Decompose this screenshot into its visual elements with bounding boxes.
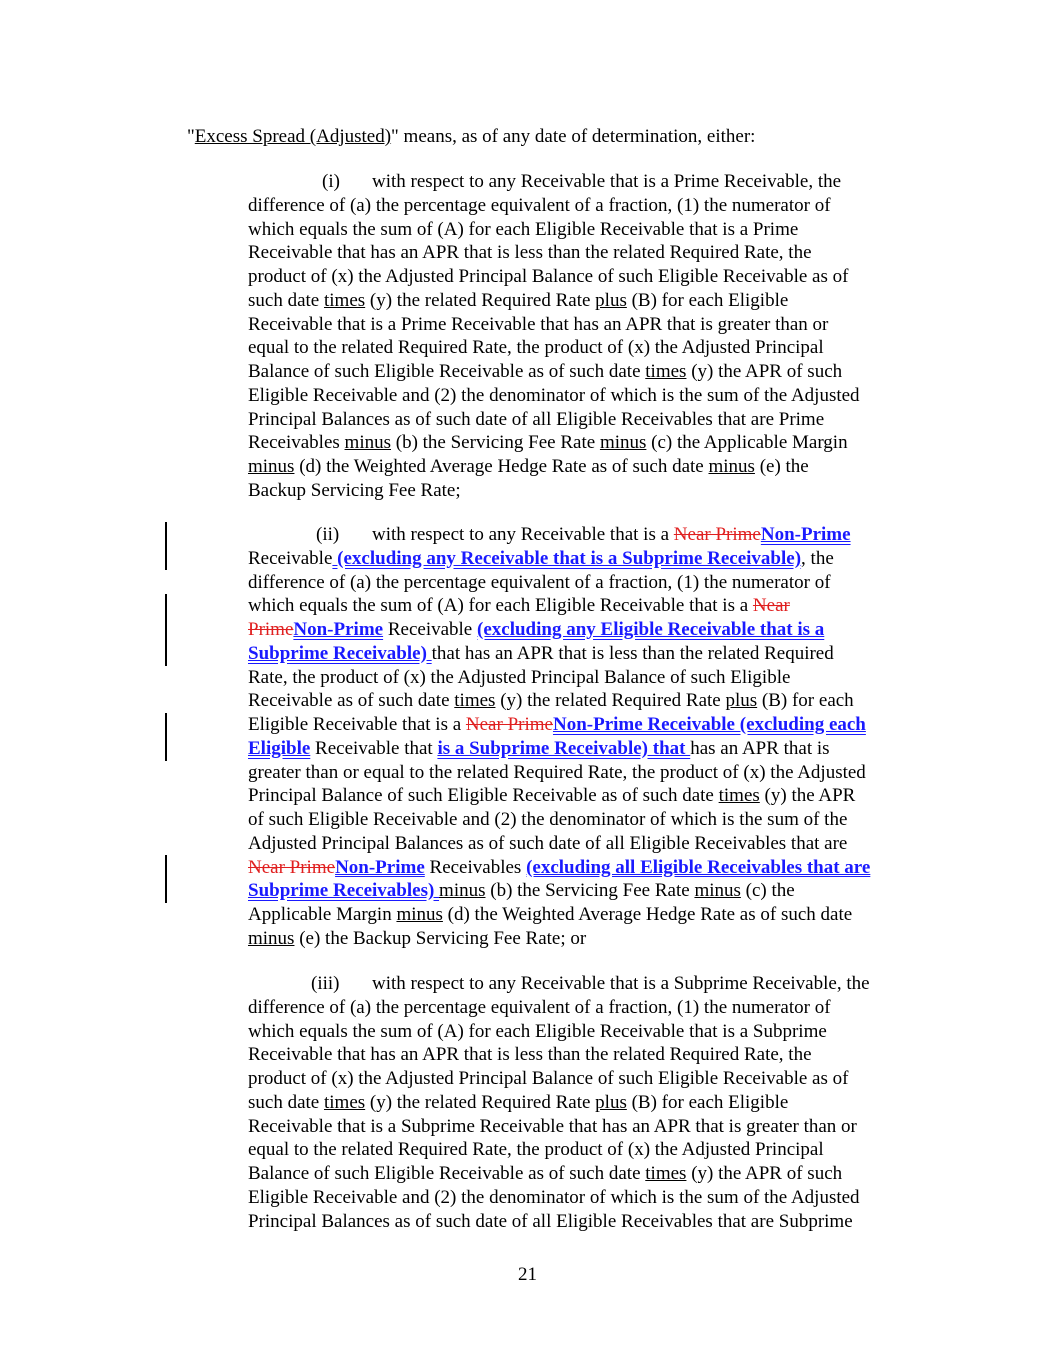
deleted-text: Near Prime (673, 524, 761, 545)
clause-iii-line-2: difference of (a) the percentage equivalent of a fraction, (1) the numerator of (248, 996, 831, 1018)
change-bar (165, 713, 167, 761)
inserted-text: Non-Prime (760, 524, 851, 545)
clause-i-line-5: product of (x) the Adjusted Principal Balance of such Eligible Receivable as of (248, 266, 849, 287)
clause-i-line-14: Backup Servicing Fee Rate; (248, 479, 461, 501)
page-number: 21 (518, 1264, 537, 1285)
change-bar (165, 855, 167, 903)
clause-iii-line-1: (iii) with respect to any Receivable that is a Subprime Receivable, the (311, 973, 870, 994)
clause-i-line-1: (i) with respect to any Receivable that is a Prime Receivable, the (322, 171, 842, 192)
deleted-text: Near (752, 595, 790, 617)
clause-i-line-12: Receivables minus (b) the Servicing Fee Rate minus (c) the Applicable Margin (248, 432, 848, 454)
clause-i-line-9: Balance of such Eligible Receivable as of such date times (y) the APR of such (248, 361, 843, 382)
clause-i-line-3: which equals the sum of (A) for each Eligible Receivable that is a Prime (248, 218, 799, 240)
clause-iii-line-7: Receivable that is a Subprime Receivable that has an APR that is greater than or (248, 1115, 857, 1137)
inserted-text: is a Subprime Receivable) that (437, 737, 691, 759)
clause-ii-line-3: difference of (a) the percentage equivalent of a fraction, (1) the numerator of (248, 571, 831, 593)
clause-ii-line-13: of such Eligible Receivable and (2) the denominator of which is the sum of the (248, 809, 848, 830)
clause-number: (ii) (316, 524, 340, 545)
clause-i-line-8: equal to the related Required Rate, the product of (x) the Adjusted Principal (248, 337, 824, 359)
clause-ii (248, 523, 938, 951)
clause-number: (iii) (311, 973, 340, 994)
clause-ii-line-7: Rate, the product of (x) the Adjusted Principal Balance of such Eligible (248, 666, 791, 688)
clause-i (248, 170, 938, 503)
clause-iii-line-3: which equals the sum of (A) for each Eligible Receivable that is a Subprime (248, 1020, 827, 1042)
clause-iii-line-8: equal to the related Required Rate, the product of (x) the Adjusted Principal (248, 1139, 824, 1161)
clause-ii-line-16: Subprime Receivables) minus (b) the Servicing Fee Rate minus (c) the (248, 880, 795, 902)
inserted-text: Subprime Receivables) (248, 880, 440, 902)
clause-ii-line-2: Receivable (excluding any Receivable that is a Subprime Receivable), the (248, 547, 834, 569)
clause-ii-line-8: Receivable as of such date times (y) the related Required Rate plus (B) for each (248, 690, 854, 712)
inserted-text: Eligible (248, 737, 311, 759)
clause-i-line-2: difference of (a) the percentage equivalent of a fraction, (1) the numerator of (248, 194, 831, 216)
clause-iii-line-5: product of (x) the Adjusted Principal Balance of such Eligible Receivable as of (248, 1068, 849, 1089)
deleted-text: Prime (248, 619, 294, 640)
clause-i-line-11: Principal Balances as of such date of all Eligible Receivables that are Prime (248, 408, 825, 430)
inserted-text: Non-Prime (335, 856, 425, 878)
inserted-text: (excluding any Receivable that is a Subprime Receivable) (332, 547, 802, 569)
open-quote: " (187, 126, 195, 147)
inserted-text: (excluding all Eligible Receivables that are (526, 856, 871, 878)
clause-i-line-13: minus (d) the Weighted Average Hedge Rate as of such date minus (e) the (248, 456, 809, 477)
clause-i-line-4: Receivable that has an APR that is less than the related Required Rate, the (248, 242, 812, 264)
clause-i-line-6: such date times (y) the related Required Rate plus (B) for each Eligible (248, 289, 789, 311)
clause-ii-line-4: which equals the sum of (A) for each Eligible Receivable that is a Near (248, 595, 790, 617)
clause-iii-line-9: Balance of such Eligible Receivable as of such date times (y) the APR of such (248, 1163, 843, 1184)
inserted-text: Subprime Receivable) (248, 642, 432, 664)
clause-ii-line-1: (ii) with respect to any Receivable that is a Near PrimeNon-Prime (316, 524, 851, 545)
clause-ii-line-6: Subprime Receivable) that has an APR that is less than the related Required (248, 642, 834, 664)
clause-ii-line-9: Eligible Receivable that is a Near PrimeNon-Prime Receivable (excluding each (248, 714, 866, 735)
clause-ii-line-5: PrimeNon-Prime Receivable (excluding any Eligible Receivable that is a (248, 619, 825, 640)
deleted-text: Near Prime (465, 714, 553, 735)
defined-term: Excess Spread (Adjusted) (194, 126, 392, 147)
clause-iii-line-4: Receivable that has an APR that is less than the related Required Rate, the (248, 1044, 812, 1066)
clause-i-line-10: Eligible Receivable and (2) the denominator of which is the sum of the Adjusted (248, 384, 860, 406)
clause-iii-line-10: Eligible Receivable and (2) the denominator of which is the sum of the Adjusted (248, 1186, 860, 1208)
clause-i-line-7: Receivable that is a Prime Receivable that has an APR that is greater than or (248, 313, 829, 335)
clause-number: (i) (322, 171, 340, 192)
clause-ii-line-18: minus (e) the Backup Servicing Fee Rate; or (248, 927, 587, 949)
change-bar (165, 522, 167, 570)
clause-iii-line-6: such date times (y) the related Required Rate plus (B) for each Eligible (248, 1091, 789, 1113)
clause-iii (248, 972, 938, 1233)
clause-ii-line-10: Eligible Receivable that is a Subprime Receivable) that has an APR that is (248, 737, 830, 759)
inserted-text: (excluding any Eligible Receivable that is a (477, 619, 825, 640)
inserted-text: Non-Prime (293, 619, 384, 640)
definition-lead-in: " means, as of any date of determination, either: (391, 126, 756, 147)
clause-ii-line-14: Adjusted Principal Balances as of such date of all Eligible Receivables that are (248, 832, 848, 854)
clause-ii-line-15: Near PrimeNon-Prime Receivables (excluding all Eligible Receivables that are (248, 856, 871, 878)
inserted-text: Non-Prime Receivable (excluding each (552, 714, 866, 735)
clause-ii-line-11: greater than or equal to the related Required Rate, the product of (x) the Adjusted (248, 761, 866, 783)
definition-heading (187, 125, 755, 149)
clause-ii-line-12: Principal Balance of such Eligible Receivable as of such date times (y) the APR (248, 785, 856, 807)
deleted-text: Near Prime (248, 856, 336, 878)
clause-iii-line-11: Principal Balances as of such date of all Eligible Receivables that are Subprime (248, 1210, 853, 1232)
clause-ii-line-17: Applicable Margin minus (d) the Weighted Average Hedge Rate as of such date (248, 904, 853, 925)
change-bar (165, 594, 167, 666)
